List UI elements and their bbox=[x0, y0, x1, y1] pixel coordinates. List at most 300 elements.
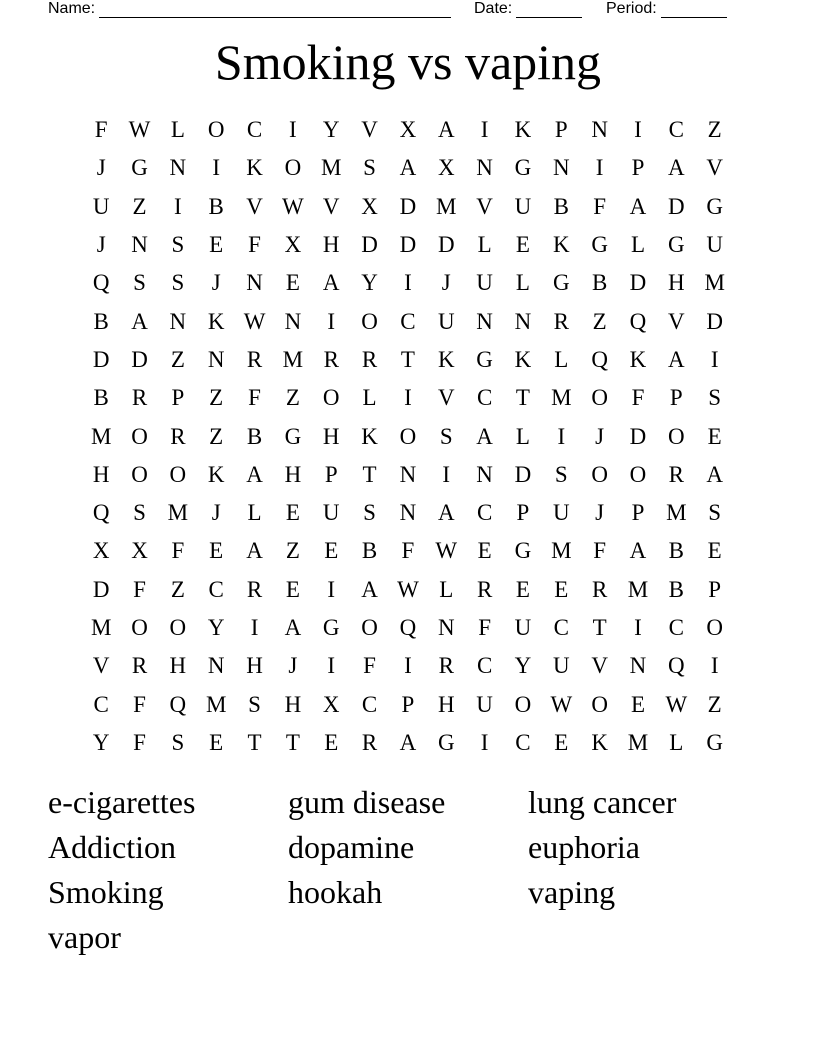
word-list-item: vaping bbox=[528, 874, 616, 910]
grid-letter: O bbox=[131, 615, 148, 640]
grid-letter: U bbox=[514, 615, 532, 640]
grid-letter: O bbox=[284, 155, 302, 181]
grid-letter: L bbox=[247, 500, 262, 526]
grid-letter: M bbox=[551, 538, 572, 564]
word-list bbox=[48, 780, 768, 960]
grid-letter: U bbox=[514, 193, 532, 219]
grid-letter: Z bbox=[285, 385, 300, 411]
grid-letter: G bbox=[706, 729, 723, 755]
grid-letter: X bbox=[361, 193, 378, 219]
grid-letter: E bbox=[285, 500, 300, 526]
grid-letter: M bbox=[282, 346, 304, 372]
grid-letter: A bbox=[437, 117, 455, 143]
grid-letter: R bbox=[323, 346, 339, 372]
grid-letter: N bbox=[399, 500, 417, 526]
grid-letter: W bbox=[243, 308, 266, 334]
grid-letter: N bbox=[284, 308, 302, 334]
grid-letter: D bbox=[399, 193, 417, 219]
grid-letter: O bbox=[131, 423, 148, 449]
grid-letter: Q bbox=[591, 346, 608, 372]
grid-letter: O bbox=[514, 691, 532, 717]
grid-letter: M bbox=[205, 691, 227, 717]
grid-letter: G bbox=[668, 232, 685, 258]
grid-letter: A bbox=[322, 270, 340, 296]
grid-letter: Q bbox=[399, 615, 417, 640]
grid-letter: B bbox=[93, 308, 109, 334]
grid-row bbox=[82, 226, 734, 264]
grid-letter: I bbox=[442, 461, 451, 487]
grid-letter: T bbox=[362, 461, 377, 487]
grid-letter: M bbox=[627, 576, 649, 602]
grid-letter: D bbox=[437, 232, 455, 258]
grid-letter: E bbox=[515, 232, 530, 258]
grid-letter: V bbox=[668, 308, 685, 334]
grid-row bbox=[82, 111, 734, 149]
grid-letter: N bbox=[246, 270, 263, 296]
grid-letter: G bbox=[284, 423, 302, 449]
grid-letter: O bbox=[591, 461, 608, 487]
grid-letter: L bbox=[170, 117, 185, 143]
grid-letter: Y bbox=[322, 117, 340, 143]
grid-letter: W bbox=[282, 193, 304, 219]
grid-letter: N bbox=[207, 653, 225, 679]
grid-letter: N bbox=[552, 155, 570, 181]
grid-letter: S bbox=[439, 423, 453, 449]
grid-letter: V bbox=[706, 155, 723, 181]
grid-row bbox=[82, 456, 734, 494]
grid-letter: A bbox=[668, 346, 685, 372]
grid-letter: Y bbox=[207, 615, 225, 640]
grid-letter: F bbox=[478, 615, 491, 640]
grid-letter: L bbox=[515, 423, 530, 449]
grid-row bbox=[82, 341, 734, 379]
grid-letter: J bbox=[288, 653, 298, 679]
grid-letter: W bbox=[550, 691, 573, 717]
grid-letter: E bbox=[515, 576, 530, 602]
grid-letter: C bbox=[476, 385, 493, 411]
grid-letter: B bbox=[553, 193, 569, 219]
grid-letter: F bbox=[363, 653, 376, 679]
grid-letter: B bbox=[246, 423, 263, 449]
grid-letter: I bbox=[480, 729, 489, 755]
grid-letter: E bbox=[209, 232, 224, 258]
grid-letter: I bbox=[327, 308, 336, 334]
grid-letter: C bbox=[515, 729, 531, 755]
grid-letter: C bbox=[400, 308, 416, 334]
grid-letter: G bbox=[131, 155, 148, 181]
grid-letter: K bbox=[207, 461, 225, 487]
grid-letter: M bbox=[666, 500, 687, 526]
grid-letter: R bbox=[591, 576, 608, 602]
grid-letter: T bbox=[285, 729, 300, 755]
grid-letter: L bbox=[439, 576, 454, 602]
grid-letter: A bbox=[399, 155, 417, 181]
grid-row bbox=[82, 302, 734, 340]
grid-letter: N bbox=[169, 308, 187, 334]
grid-letter: S bbox=[363, 500, 376, 526]
grid-row bbox=[82, 685, 734, 723]
grid-letter: S bbox=[171, 729, 185, 755]
grid-letter: H bbox=[92, 461, 110, 487]
grid-letter: P bbox=[631, 500, 645, 526]
grid-letter: T bbox=[515, 385, 530, 411]
grid-letter: C bbox=[668, 615, 684, 640]
grid-letter: X bbox=[92, 538, 110, 564]
grid-letter: I bbox=[634, 117, 642, 143]
grid-letter: Z bbox=[592, 308, 607, 334]
name-field[interactable] bbox=[48, 0, 451, 18]
grid-letter: O bbox=[668, 423, 685, 449]
grid-letter: O bbox=[207, 117, 225, 143]
grid-letter: J bbox=[595, 423, 605, 449]
grid-letter: Q bbox=[169, 691, 187, 717]
grid-letter: U bbox=[322, 500, 340, 526]
word-list-item: Smoking bbox=[48, 874, 164, 910]
grid-letter: O bbox=[399, 423, 417, 449]
word-list-item: e-cigarettes bbox=[48, 784, 196, 820]
grid-letter: M bbox=[551, 385, 572, 411]
grid-letter: L bbox=[669, 729, 684, 755]
grid-letter: X bbox=[399, 117, 417, 143]
grid-letter: U bbox=[552, 500, 570, 526]
grid-letter: E bbox=[630, 691, 646, 717]
grid-letter: A bbox=[361, 576, 378, 602]
grid-letter: R bbox=[438, 653, 454, 679]
grid-letter: E bbox=[209, 729, 224, 755]
grid-letter: O bbox=[169, 461, 187, 487]
grid-letter: Z bbox=[707, 691, 722, 717]
letter-grid bbox=[82, 111, 734, 762]
grid-letter: O bbox=[591, 691, 608, 717]
grid-letter: C bbox=[93, 691, 109, 717]
grid-letter: P bbox=[669, 385, 683, 411]
grid-letter: N bbox=[629, 653, 647, 679]
grid-letter: C bbox=[476, 500, 493, 526]
grid-letter: O bbox=[591, 385, 608, 411]
grid-letter: Z bbox=[209, 423, 224, 449]
grid-row bbox=[82, 264, 734, 302]
grid-letter: N bbox=[207, 346, 225, 372]
page-title: Smoking vs vaping bbox=[214, 34, 602, 90]
grid-letter: F bbox=[631, 385, 645, 411]
period-label: Period: bbox=[606, 0, 657, 17]
grid-letter: I bbox=[327, 576, 336, 602]
grid-letter: Z bbox=[707, 117, 722, 143]
grid-letter: L bbox=[477, 232, 492, 258]
grid-letter: N bbox=[131, 232, 148, 258]
grid-letter: F bbox=[593, 193, 607, 219]
grid-letter: N bbox=[591, 117, 608, 143]
grid-letter: F bbox=[248, 385, 261, 411]
grid-letter: H bbox=[169, 653, 187, 679]
grid-letter: S bbox=[133, 270, 146, 296]
grid-letter: E bbox=[324, 538, 339, 564]
grid-letter: H bbox=[668, 270, 685, 296]
grid-letter: M bbox=[167, 500, 189, 526]
grid-letter: O bbox=[629, 461, 647, 487]
grid-letter: R bbox=[246, 346, 263, 372]
grid-letter: I bbox=[404, 270, 412, 296]
grid-letter: E bbox=[707, 538, 722, 564]
grid-letter: R bbox=[476, 576, 493, 602]
grid-letter: E bbox=[324, 729, 339, 755]
grid-letter: K bbox=[629, 346, 647, 372]
grid-letter: K bbox=[246, 155, 263, 181]
grid-letter: L bbox=[554, 346, 569, 372]
grid-letter: I bbox=[710, 653, 719, 679]
word-list-item: lung cancer bbox=[528, 784, 677, 820]
grid-row bbox=[82, 417, 734, 455]
grid-letter: H bbox=[284, 691, 302, 717]
grid-letter: R bbox=[668, 461, 684, 487]
grid-row bbox=[82, 571, 734, 609]
grid-letter: I bbox=[289, 117, 297, 143]
grid-letter: B bbox=[668, 576, 684, 602]
grid-letter: O bbox=[322, 385, 340, 411]
grid-letter: R bbox=[246, 576, 263, 602]
grid-letter: P bbox=[554, 117, 568, 143]
grid-letter: S bbox=[554, 461, 568, 487]
grid-letter: A bbox=[706, 461, 723, 487]
grid-letter: M bbox=[704, 270, 725, 296]
grid-letter: R bbox=[131, 653, 148, 679]
grid-letter: D bbox=[629, 423, 647, 449]
grid-letter: L bbox=[630, 232, 646, 258]
word-list-item: gum disease bbox=[288, 784, 446, 820]
grid-letter: O bbox=[361, 615, 378, 640]
grid-letter: I bbox=[212, 155, 221, 181]
grid-letter: A bbox=[629, 538, 647, 564]
grid-letter: C bbox=[668, 117, 684, 143]
grid-letter: V bbox=[246, 193, 263, 219]
grid-letter: G bbox=[706, 193, 723, 219]
grid-letter: G bbox=[514, 538, 532, 564]
grid-letter: V bbox=[361, 117, 378, 143]
grid-letter: I bbox=[327, 653, 336, 679]
grid-letter: T bbox=[400, 346, 415, 372]
grid-letter: D bbox=[514, 461, 532, 487]
grid-letter: P bbox=[516, 500, 530, 526]
grid-row bbox=[82, 149, 734, 187]
grid-letter: B bbox=[591, 270, 608, 296]
grid-letter: R bbox=[553, 308, 569, 334]
grid-letter: V bbox=[437, 385, 455, 411]
grid-letter: N bbox=[476, 155, 493, 181]
grid-letter: A bbox=[131, 308, 148, 334]
grid-row bbox=[82, 532, 734, 570]
grid-letter: F bbox=[593, 538, 607, 564]
grid-letter: E bbox=[209, 538, 224, 564]
grid-letter: K bbox=[591, 729, 608, 755]
grid-row bbox=[82, 379, 734, 417]
grid-letter: U bbox=[706, 232, 723, 258]
grid-letter: D bbox=[92, 576, 110, 602]
grid-letter: P bbox=[171, 385, 185, 411]
grid-letter: H bbox=[246, 653, 263, 679]
grid-letter: D bbox=[361, 232, 378, 258]
grid-letter: Z bbox=[170, 346, 185, 372]
grid-letter: Y bbox=[92, 729, 110, 755]
grid-letter: S bbox=[171, 270, 185, 296]
word-list-item: Addiction bbox=[48, 829, 176, 865]
grid-letter: H bbox=[322, 232, 340, 258]
grid-letter: I bbox=[634, 615, 642, 640]
grid-letter: K bbox=[552, 232, 570, 258]
grid-letter: C bbox=[246, 117, 263, 143]
grid-letter: U bbox=[476, 270, 493, 296]
grid-letter: A bbox=[476, 423, 493, 449]
grid-letter: P bbox=[631, 155, 645, 181]
grid-letter: I bbox=[480, 117, 489, 143]
grid-letter: G bbox=[322, 615, 340, 640]
grid-letter: F bbox=[94, 117, 108, 143]
grid-letter: W bbox=[128, 117, 151, 143]
date-label: Date: bbox=[474, 0, 513, 17]
grid-letter: F bbox=[133, 576, 146, 602]
grid-letter: D bbox=[668, 193, 685, 219]
grid-letter: K bbox=[514, 346, 532, 372]
grid-letter: X bbox=[284, 232, 302, 258]
grid-letter: A bbox=[284, 615, 302, 640]
grid-letter: S bbox=[708, 500, 722, 526]
grid-row bbox=[82, 188, 734, 226]
grid-letter: C bbox=[553, 615, 569, 640]
grid-letter: B bbox=[208, 193, 224, 219]
grid-letter: P bbox=[324, 461, 338, 487]
grid-letter: U bbox=[437, 308, 455, 334]
name-blank-line bbox=[99, 2, 451, 18]
grid-letter: V bbox=[476, 193, 493, 219]
grid-letter: U bbox=[92, 193, 110, 219]
grid-letter: J bbox=[211, 270, 221, 296]
word-list-item: dopamine bbox=[288, 829, 415, 865]
grid-letter: V bbox=[92, 653, 110, 679]
grid-letter: K bbox=[514, 117, 532, 143]
grid-letter: P bbox=[401, 691, 415, 717]
grid-letter: I bbox=[404, 653, 412, 679]
grid-letter: Y bbox=[361, 270, 378, 296]
period-field[interactable] bbox=[606, 0, 727, 18]
grid-letter: U bbox=[552, 653, 570, 679]
grid-letter: J bbox=[96, 155, 106, 181]
grid-letter: Z bbox=[285, 538, 300, 564]
grid-letter: P bbox=[708, 576, 722, 602]
grid-letter: Z bbox=[209, 385, 224, 411]
grid-letter: B bbox=[668, 538, 684, 564]
grid-letter: K bbox=[207, 308, 225, 334]
grid-letter: G bbox=[476, 346, 493, 372]
grid-letter: L bbox=[362, 385, 377, 411]
grid-letter: V bbox=[591, 653, 608, 679]
date-blank-line bbox=[516, 2, 582, 18]
grid-letter: N bbox=[399, 461, 417, 487]
grid-letter: I bbox=[595, 155, 604, 181]
grid-letter: J bbox=[96, 232, 106, 258]
grid-letter: I bbox=[557, 423, 566, 449]
date-field[interactable] bbox=[474, 0, 582, 18]
grid-letter: E bbox=[285, 576, 300, 602]
grid-row bbox=[82, 609, 734, 647]
grid-letter: N bbox=[169, 155, 187, 181]
grid-letter: E bbox=[554, 729, 569, 755]
grid-letter: C bbox=[476, 653, 493, 679]
grid-letter: Q bbox=[92, 270, 110, 296]
grid-letter: M bbox=[436, 193, 457, 219]
period-blank-line bbox=[661, 2, 727, 18]
grid-row bbox=[82, 647, 734, 685]
grid-letter: J bbox=[595, 500, 605, 526]
grid-letter: T bbox=[592, 615, 607, 640]
grid-letter: R bbox=[361, 346, 378, 372]
grid-letter: I bbox=[174, 193, 182, 219]
grid-letter: C bbox=[208, 576, 224, 602]
grid-row bbox=[82, 494, 734, 532]
grid-letter: S bbox=[708, 385, 722, 411]
grid-letter: G bbox=[552, 270, 570, 296]
grid-letter: F bbox=[133, 691, 146, 717]
grid-letter: A bbox=[437, 500, 455, 526]
grid-letter: Q bbox=[668, 653, 685, 679]
grid-letter: H bbox=[284, 461, 302, 487]
grid-letter: W bbox=[397, 576, 419, 602]
grid-letter: C bbox=[361, 691, 378, 717]
grid-letter: F bbox=[171, 538, 185, 564]
grid-letter: S bbox=[171, 232, 185, 258]
grid-letter: O bbox=[169, 615, 187, 640]
grid-letter: X bbox=[131, 538, 148, 564]
grid-letter: X bbox=[322, 691, 340, 717]
grid-letter: O bbox=[131, 461, 148, 487]
grid-letter: A bbox=[246, 461, 263, 487]
grid-letter: L bbox=[515, 270, 530, 296]
grid-letter: T bbox=[247, 729, 262, 755]
grid-letter: N bbox=[476, 308, 493, 334]
grid-letter: D bbox=[92, 346, 110, 372]
grid-letter: E bbox=[477, 538, 492, 564]
name-label: Name: bbox=[48, 0, 96, 17]
grid-letter: D bbox=[629, 270, 647, 296]
grid-letter: D bbox=[131, 346, 148, 372]
grid-letter: S bbox=[363, 155, 376, 181]
grid-letter: E bbox=[707, 423, 722, 449]
grid-letter: Y bbox=[514, 653, 532, 679]
word-list-item: hookah bbox=[288, 874, 383, 910]
grid-letter: W bbox=[435, 538, 458, 564]
grid-letter: E bbox=[285, 270, 300, 296]
grid-letter: E bbox=[554, 576, 569, 602]
grid-letter: G bbox=[591, 232, 608, 258]
grid-letter: H bbox=[322, 423, 340, 449]
grid-letter: J bbox=[441, 270, 451, 296]
grid-letter: A bbox=[629, 193, 647, 219]
grid-letter: M bbox=[90, 615, 112, 640]
grid-letter: A bbox=[399, 729, 417, 755]
grid-letter: M bbox=[321, 155, 342, 181]
grid-letter: H bbox=[437, 691, 455, 717]
grid-row bbox=[82, 724, 734, 762]
grid-letter: V bbox=[322, 193, 340, 219]
grid-letter: N bbox=[437, 615, 455, 640]
grid-letter: I bbox=[404, 385, 412, 411]
grid-letter: G bbox=[437, 729, 455, 755]
grid-letter: K bbox=[361, 423, 378, 449]
grid-letter: Q bbox=[629, 308, 647, 334]
grid-letter: D bbox=[706, 308, 723, 334]
grid-letter: I bbox=[250, 615, 259, 640]
word-list-item: euphoria bbox=[528, 829, 640, 865]
grid-letter: D bbox=[399, 232, 417, 258]
grid-letter: S bbox=[248, 691, 261, 717]
